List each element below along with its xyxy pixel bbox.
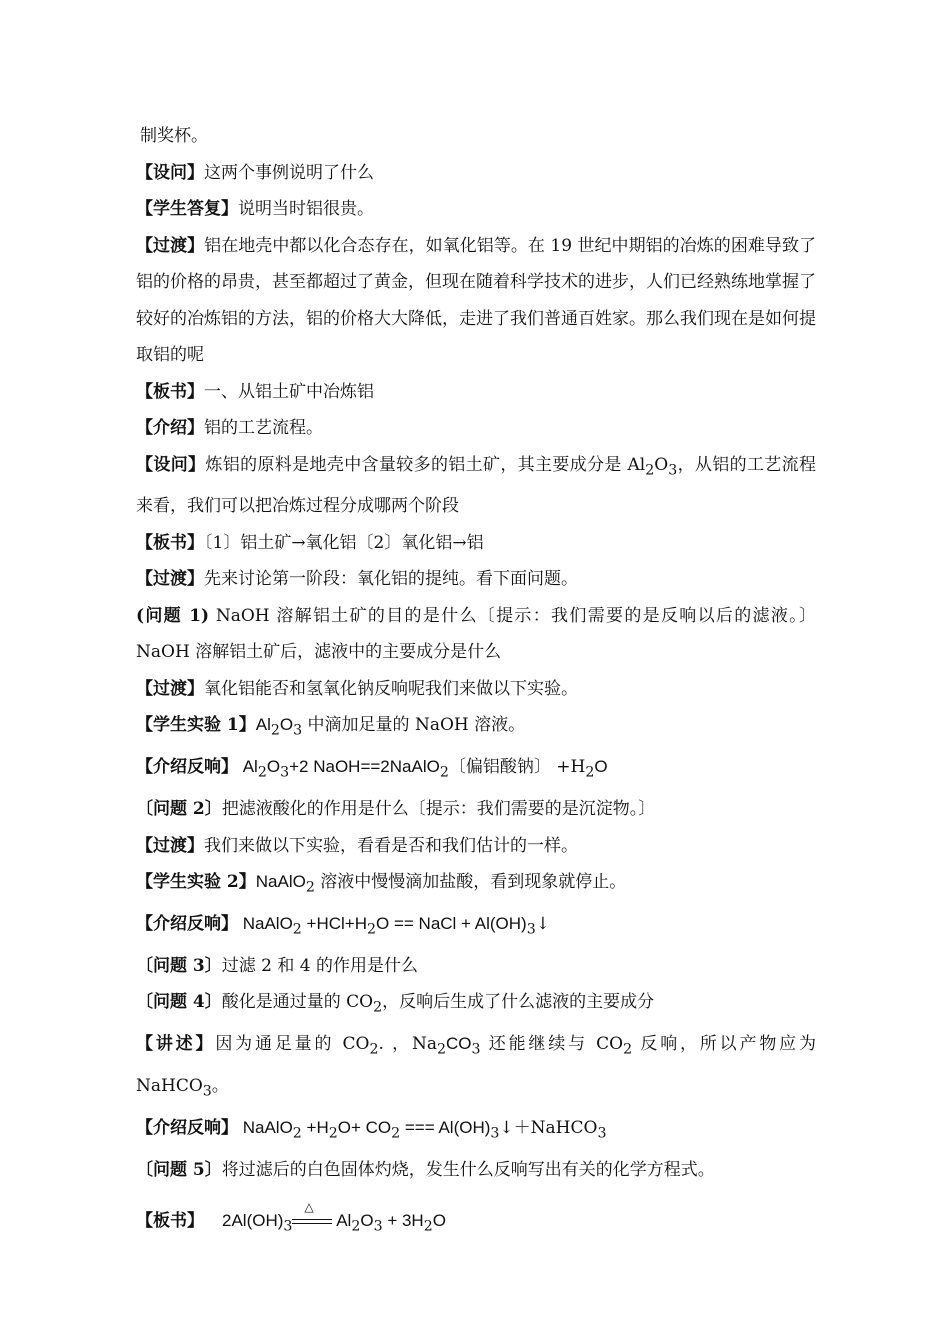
line-13 xyxy=(136,791,816,828)
subscript: 2 xyxy=(437,1041,447,1058)
text: 这两个事例说明了什么 xyxy=(204,162,374,183)
tag: 【过渡】 xyxy=(136,569,204,590)
tag: 【过渡】 xyxy=(136,835,204,856)
text: NaAlO xyxy=(238,1118,293,1138)
line-7 xyxy=(136,525,816,562)
line-12 xyxy=(136,749,816,791)
subscript: 2 xyxy=(305,879,315,896)
text: NaAlO xyxy=(255,872,306,892)
line-10 xyxy=(136,671,816,708)
subscript: 2 xyxy=(270,722,280,739)
text: +2 NaOH==2NaAlO xyxy=(289,757,440,777)
text: 炼铝的原料是地壳中含量较多的铝土矿，其主要成分是 Al xyxy=(205,454,646,475)
tag: 【板书】 xyxy=(136,1210,204,1231)
text: O xyxy=(432,1210,446,1230)
subscript: 3 xyxy=(293,722,303,739)
tag: 【介绍反响】 xyxy=(136,914,238,935)
spacer xyxy=(136,1189,816,1203)
subscript: 2 xyxy=(439,764,449,781)
document-body xyxy=(136,118,816,1244)
line-6 xyxy=(136,447,816,525)
subscript: 2 xyxy=(423,1217,433,1234)
subscript: 2 xyxy=(391,1125,401,1142)
subscript: 2 xyxy=(292,921,302,938)
text: 酸化是通过量的 CO xyxy=(221,992,374,1013)
text: O xyxy=(594,757,608,777)
subscript: 3 xyxy=(526,921,536,938)
subscript: 2 xyxy=(292,1125,302,1142)
line-3 xyxy=(136,228,816,374)
tag: 【学生实验 2】 xyxy=(136,872,256,893)
tag: 【板书】 xyxy=(136,532,204,553)
subscript: 2 xyxy=(645,461,655,478)
text: Al xyxy=(238,757,258,777)
text: O == NaCl + Al(OH) xyxy=(376,914,527,934)
tag: 【学生实验 1】 xyxy=(136,715,256,736)
text: === Al(OH) xyxy=(400,1118,491,1138)
text: 一、从铝土矿中冶炼铝 xyxy=(204,381,374,402)
text: 反响，所以产物应为 NaHCO xyxy=(136,1034,817,1097)
text: NaOH 溶解铝土矿的目的是什么〔提示：我们需要的是反响以后的滤液。〕NaOH 溶解铝土矿后，滤液中的主要成分是什么 xyxy=(136,605,816,663)
subscript: 2 xyxy=(328,1125,338,1142)
line-5 xyxy=(136,410,816,447)
tag: 【学生答复】 xyxy=(136,199,238,219)
line-17 xyxy=(136,948,816,985)
text: 溶液中慢慢滴加盐酸，看到现象就停止。 xyxy=(314,872,627,893)
line-21 xyxy=(136,1152,816,1189)
text: Al xyxy=(255,715,271,735)
subscript: 3 xyxy=(202,1083,212,1100)
subscript: 2 xyxy=(373,999,383,1016)
text: ，从铝的工艺流程来看，我们可以把冶炼过程分成哪两个阶段 xyxy=(136,454,817,517)
tag: 〔问题 3〕 xyxy=(136,955,222,976)
text: + 3H xyxy=(382,1210,424,1230)
subscript: 3 xyxy=(471,1041,481,1058)
line-22 xyxy=(136,1199,816,1245)
subscript: 2 xyxy=(367,921,377,938)
text: 铝的工艺流程。 xyxy=(204,418,323,438)
tag: 【介绍】 xyxy=(136,418,204,438)
text: 2Al(OH) xyxy=(222,1210,284,1230)
text: NaAlO xyxy=(238,914,293,934)
text: 说明当时铝很贵。 xyxy=(238,199,374,219)
text: O xyxy=(654,454,669,475)
tag: 【设问】 xyxy=(136,162,204,183)
text: ，反响后生成了什么滤液的主要成分 xyxy=(382,992,655,1013)
line-11 xyxy=(136,707,816,749)
text: Al xyxy=(332,1210,352,1230)
line-1 xyxy=(136,155,816,192)
tag: 〔问题 2〕 xyxy=(136,799,222,820)
tag: 【板书】 xyxy=(136,381,204,402)
text: O+ CO xyxy=(337,1118,392,1138)
tag: 〔问题 4〕 xyxy=(136,992,222,1013)
text: 先来讨论第一阶段：氧化铝的提纯。看下面问题。 xyxy=(204,569,578,590)
heat-equals-sign xyxy=(292,1199,332,1229)
text: +HCl+H xyxy=(301,914,367,934)
subscript: 3 xyxy=(283,1217,293,1234)
text: 制奖杯。 xyxy=(140,126,208,146)
text: 铝在地壳中都以化合态存在，如氧化铝等。在 19 世纪中期铝的冶炼的困难导致了铝的价格的昂贵，甚至都超过了黄金，但现在随着科学技术的进步，人们已经熟练地掌握了较好的冶炼铝的方法，铝的价格大大降低，走进了我们普通百姓家。那么我们现在是如何提取铝的呢 xyxy=(136,235,816,365)
line-0 xyxy=(136,118,816,155)
text: O xyxy=(360,1210,374,1230)
line-8 xyxy=(136,561,816,598)
text: +H xyxy=(301,1118,329,1138)
tag: 【过渡】 xyxy=(136,235,205,256)
text: 还能继续与 CO xyxy=(480,1034,624,1055)
tag: 【介绍反响】 xyxy=(136,757,238,778)
subscript: 2 xyxy=(585,764,595,781)
tag: 【介绍反响】 xyxy=(136,1118,238,1139)
text: ↓ xyxy=(535,914,550,935)
text: 氧化铝能否和氢氧化钠反响呢我们来做以下实验。 xyxy=(204,678,578,699)
text: 我们来做以下实验，看看是否和我们估计的一样。 xyxy=(204,835,578,856)
text: 。 xyxy=(211,1076,229,1097)
tag: 【讲述】 xyxy=(136,1034,216,1055)
subscript: 2 xyxy=(369,1041,379,1058)
text: ↓＋NaHCO xyxy=(499,1118,598,1139)
subscript: 3 xyxy=(280,764,290,781)
line-2 xyxy=(136,191,816,228)
text: 因为通足量的 CO xyxy=(215,1034,370,1055)
subscript: 3 xyxy=(597,1125,607,1142)
line-18 xyxy=(136,984,816,1026)
subscript: 3 xyxy=(490,1125,500,1142)
subscript: 3 xyxy=(668,461,678,478)
tag: (问题 1) xyxy=(136,605,210,626)
heat-triangle-icon: △ xyxy=(304,1199,314,1214)
text: 中滴加足量的 NaOH 溶液。 xyxy=(302,715,526,736)
subscript: 3 xyxy=(373,1217,383,1234)
text: 过滤 2 和 4 的作用是什么 xyxy=(221,955,418,976)
line-15 xyxy=(136,864,816,906)
text: 〔1〕铝土矿→氧化铝〔2〕氧化铝→铝 xyxy=(204,532,484,553)
tag: 【设问】 xyxy=(136,454,206,475)
line-9 xyxy=(136,598,816,671)
line-20 xyxy=(136,1110,816,1152)
line-16 xyxy=(136,906,816,948)
tag: 〔问题 5〕 xyxy=(136,1160,222,1181)
text: 〔偏铝酸钠〕 +H xyxy=(448,757,586,778)
text: O xyxy=(266,757,281,777)
line-14 xyxy=(136,828,816,865)
subscript: 2 xyxy=(351,1217,361,1234)
subscript: 2 xyxy=(623,1041,633,1058)
text: . ，Na xyxy=(378,1034,437,1055)
text: 把滤液酸化的作用是什么〔提示：我们需要的是沉淀物。〕 xyxy=(221,799,656,820)
text: O xyxy=(279,715,294,735)
tag: 【过渡】 xyxy=(136,678,204,699)
text: 将过滤后的白色固体灼烧，发生什么反响写出有关的化学方程式。 xyxy=(221,1160,715,1181)
line-4 xyxy=(136,374,816,411)
subscript: 2 xyxy=(257,764,267,781)
line-19 xyxy=(136,1026,816,1110)
text: CO xyxy=(446,1034,472,1054)
